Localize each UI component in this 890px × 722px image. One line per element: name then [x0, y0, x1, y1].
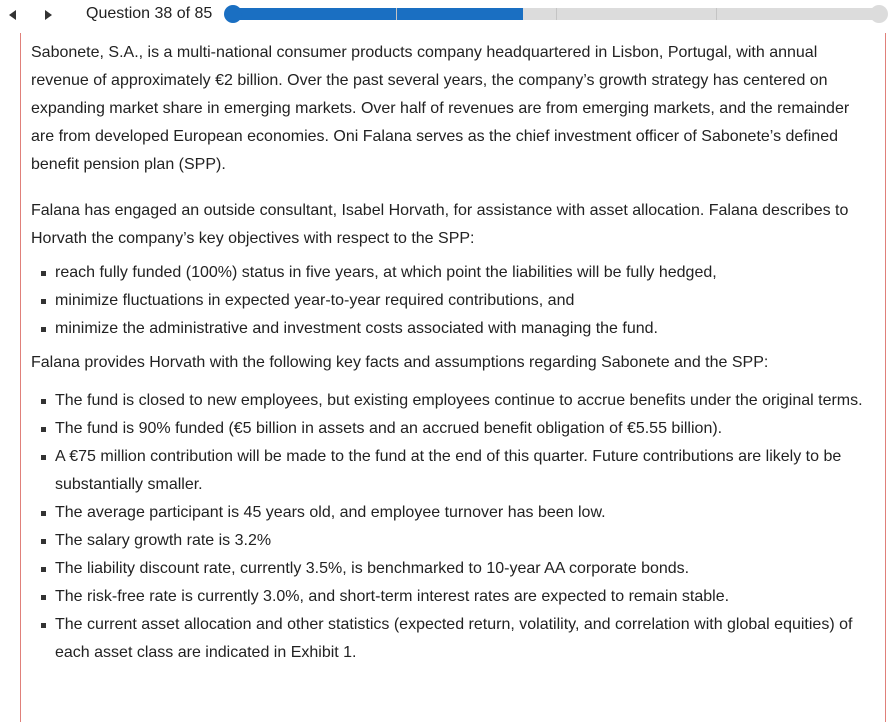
bullet-icon [41, 455, 46, 460]
list-item: The average participant is 45 years old, and employee turnover has been low. [41, 499, 875, 527]
progress-bar-knob[interactable] [224, 5, 242, 23]
question-passage [20, 33, 886, 722]
bullet-icon [41, 567, 46, 572]
bullet-icon [41, 327, 46, 332]
triangle-left-icon [9, 10, 16, 20]
facts-list [31, 387, 875, 667]
progress-bar[interactable] [228, 8, 884, 20]
bullet-icon [41, 271, 46, 276]
progress-bar-fill [228, 8, 523, 20]
bullet-icon [41, 623, 46, 628]
question-navigation-bar [0, 0, 890, 30]
progress-tick [396, 8, 397, 20]
list-item: reach fully funded (100%) status in five years, at which point the liabilities will be fully hedged, [41, 259, 875, 287]
next-question-button[interactable] [38, 6, 58, 24]
list-item: The current asset allocation and other statistics (expected return, volatility, and correlation with global equities) of each asset class are indicated in Exhibit 1. [41, 611, 875, 667]
objectives-list [31, 259, 875, 343]
progress-bar-end-cap [870, 5, 888, 23]
progress-tick [716, 8, 717, 20]
progress-tick [556, 8, 557, 20]
list-item: The salary growth rate is 3.2% [41, 527, 875, 555]
previous-question-button[interactable] [2, 6, 22, 24]
passage-paragraph-facts-intro: Falana provides Horvath with the following key facts and assumptions regarding Sabonete and the SPP: [31, 354, 769, 371]
list-item: The fund is 90% funded (€5 billion in assets and an accrued benefit obligation of €5.55 billion). [41, 415, 875, 443]
list-item: The liability discount rate, currently 3.5%, is benchmarked to 10-year AA corporate bonds. [41, 555, 875, 583]
passage-paragraph-company: Sabonete, S.A., is a multi-national consumer products company headquartered in Lisbon, Portugal, with annual revenue of approximately €2 billion. Over the past several years, the company’s growth strategy has centered on expanding market share in emerging markets. Over half of revenues are from emerging markets, and the remainder are from developed European economies. Oni Falana serves as the chief investment officer of Sabonete’s defined benefit pension plan (SPP). [31, 44, 850, 173]
bullet-icon [41, 539, 46, 544]
passage-paragraph-consultant: Falana has engaged an outside consultant, Isabel Horvath, for assistance with asset allocation. Falana describes to Horvath the company’s key objectives with respect to the SPP: [31, 202, 849, 247]
list-item: minimize the administrative and investment costs associated with managing the fund. [41, 315, 875, 343]
list-item: The fund is closed to new employees, but existing employees continue to accrue benefits under the original terms. [41, 387, 875, 415]
triangle-right-icon [45, 10, 52, 20]
bullet-icon [41, 595, 46, 600]
list-item: minimize fluctuations in expected year-to-year required contributions, and [41, 287, 875, 315]
question-counter: Question 38 of 85 [74, 0, 224, 27]
bullet-icon [41, 427, 46, 432]
bullet-icon [41, 299, 46, 304]
list-item: The risk-free rate is currently 3.0%, and short-term interest rates are expected to remain stable. [41, 583, 875, 611]
list-item: A €75 million contribution will be made to the fund at the end of this quarter. Future contributions are likely to be substantially smaller. [41, 443, 875, 499]
bullet-icon [41, 511, 46, 516]
bullet-icon [41, 399, 46, 404]
